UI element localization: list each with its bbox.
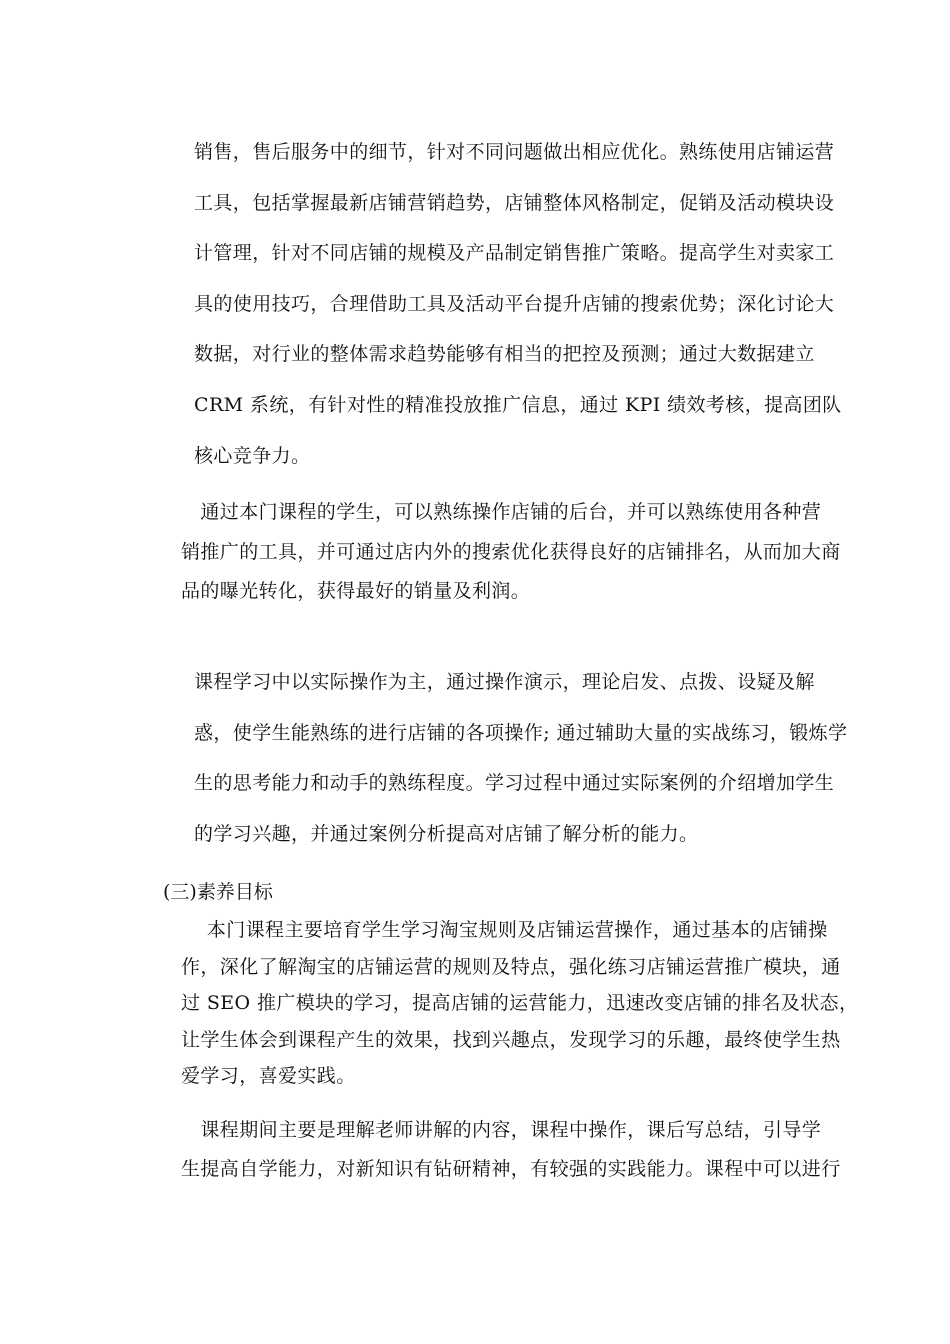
paragraph-line: 作，深化了解淘宝的店铺运营的规则及特点，强化练习店铺运营推广模块，通 — [181, 955, 841, 978]
paragraph-line: 工具，包括掌握最新店铺营销趋势，店铺整体风格制定，促销及活动模块设 — [194, 191, 835, 214]
paragraph-line: 课程期间主要是理解老师讲解的内容，课程中操作，课后写总结，引导学 — [181, 1119, 822, 1141]
paragraph-line: CRM 系统，有针对性的精准投放推广信息，通过 KPI 绩效考核，提高团队 — [194, 393, 842, 416]
paragraph-line: 生的思考能力和动手的熟练程度。学习过程中通过实际案例的介绍增加学生 — [194, 772, 835, 795]
paragraph-line: 核心竞争力。 — [194, 444, 311, 467]
paragraph-course-period — [181, 1115, 841, 1193]
paragraph-line: 销售，售后服务中的细节，针对不同问题做出相应优化。熟练使用店铺运营 — [194, 141, 835, 163]
paragraph-line: 具的使用技巧，合理借助工具及活动平台提升店铺的搜索优势；深化讨论大 — [194, 292, 835, 315]
paragraph-line: 数据，对行业的整体需求趋势能够有相当的把控及预测；通过大数据建立 — [194, 343, 815, 366]
paragraph-line: 通过本门课程的学生，可以熟练操作店铺的后台，并可以熟练使用各种营 — [181, 501, 822, 523]
paragraph-line: 品的曝光转化，获得最好的销量及利润。 — [181, 580, 531, 602]
paragraph-line: 生提高自学能力，对新知识有钻研精神，有较强的实践能力。课程中可以进行 — [181, 1158, 841, 1180]
paragraph-line: 的学习兴趣，并通过案例分析提高对店铺了解分析的能力。 — [194, 822, 699, 845]
paragraph-learning-method — [194, 667, 847, 869]
paragraph-line: 本门课程主要培育学生学习淘宝规则及店铺运营操作，通过基本的店铺操 — [181, 919, 828, 941]
section-heading-literacy-goals: (三)素养目标 — [163, 881, 273, 903]
paragraph-line: 销推广的工具，并可通过店内外的搜索优化获得良好的店铺排名，从而加大商 — [181, 540, 841, 563]
paragraph-line: 爱学习，喜爱实践。 — [181, 1065, 356, 1087]
paragraph-line: 过 SEO 推广模块的学习，提高店铺的运营能力，迅速改变店铺的排名及状态， — [181, 992, 859, 1014]
paragraph-line: 课程学习中以实际操作为主，通过操作演示，理论启发、点拨、设疑及解 — [194, 671, 815, 693]
paragraph-line: 惑，使学生能熟练的进行店铺的各项操作; 通过辅助大量的实战练习，锻炼学 — [194, 721, 848, 744]
paragraph-line: 计管理，针对不同店铺的规模及产品制定销售推广策略。提高学生对卖家工 — [194, 242, 835, 265]
paragraph-operations-tools — [194, 137, 842, 491]
paragraph-course-outcome — [181, 497, 841, 616]
paragraph-literacy-goals — [181, 915, 858, 1098]
paragraph-line: 让学生体会到课程产生的效果，找到兴趣点，发现学习的乐趣，最终使学生热 — [181, 1028, 841, 1051]
